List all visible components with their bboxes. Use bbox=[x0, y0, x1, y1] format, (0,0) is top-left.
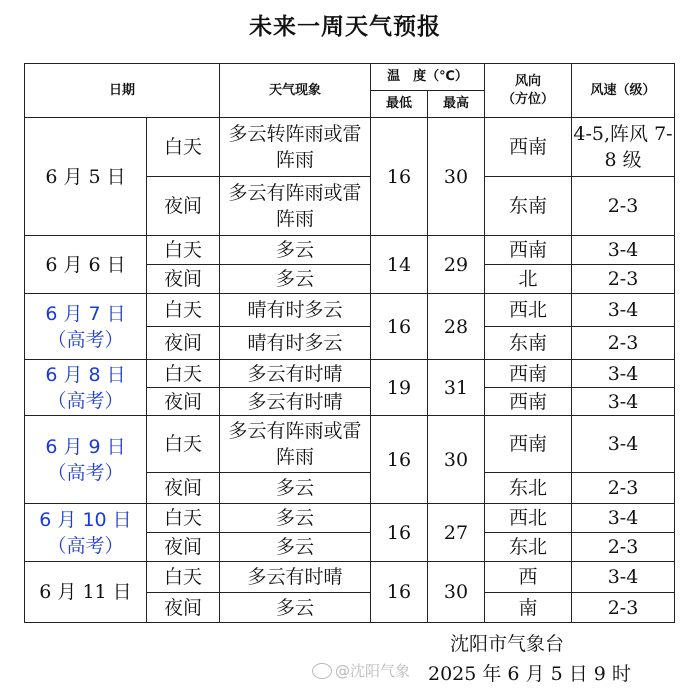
wind-speed-cell: 2-3 bbox=[572, 327, 675, 360]
period-label: 白天 bbox=[147, 294, 220, 327]
header-wind-direction-line2: （方位） bbox=[502, 91, 555, 107]
high-temp-cell: 30 bbox=[428, 118, 485, 236]
exam-note: （高考） bbox=[47, 328, 124, 351]
table-row bbox=[25, 416, 675, 473]
period-label: 夜间 bbox=[147, 327, 220, 360]
period-label: 夜间 bbox=[147, 593, 220, 623]
weibo-logo-icon bbox=[312, 663, 332, 679]
table-row bbox=[25, 118, 675, 177]
high-temp-cell: 30 bbox=[428, 562, 485, 623]
wind-speed-cell: 4-5,阵风 7-8 级 bbox=[572, 118, 675, 177]
period-label: 夜间 bbox=[147, 388, 220, 416]
weather-cell: 多云 bbox=[220, 593, 371, 623]
date-cell bbox=[25, 504, 147, 562]
low-temp-cell: 16 bbox=[371, 118, 428, 236]
table-row bbox=[25, 294, 675, 327]
date-label: 6 月 7 日 bbox=[45, 302, 126, 325]
period-label: 白天 bbox=[147, 236, 220, 265]
wind-direction-cell: 西南 bbox=[485, 416, 572, 473]
wind-speed-cell: 3-4 bbox=[572, 236, 675, 265]
date-cell bbox=[25, 294, 147, 360]
period-label: 夜间 bbox=[147, 533, 220, 562]
issued-time: 2025 年 6 月 5 日 9 时 bbox=[428, 663, 631, 685]
weather-cell: 晴有时多云 bbox=[220, 294, 371, 327]
wind-direction-cell: 西北 bbox=[485, 504, 572, 533]
date-label: 6 月 5 日 bbox=[45, 165, 126, 188]
wind-direction-cell: 西南 bbox=[485, 388, 572, 416]
header-low: 最低 bbox=[371, 91, 428, 118]
weather-cell: 多云 bbox=[220, 533, 371, 562]
high-temp-cell: 27 bbox=[428, 504, 485, 562]
header-temperature: 温 度（℃） bbox=[371, 64, 485, 91]
high-temp-cell: 28 bbox=[428, 294, 485, 360]
period-label: 白天 bbox=[147, 118, 220, 177]
weather-cell: 多云有时晴 bbox=[220, 360, 371, 388]
date-cell bbox=[25, 416, 147, 504]
weather-cell: 多云有时晴 bbox=[220, 562, 371, 593]
table-row bbox=[25, 504, 675, 533]
forecast-body bbox=[25, 118, 675, 623]
high-temp-cell: 29 bbox=[428, 236, 485, 294]
header-wind-direction bbox=[485, 64, 572, 118]
date-label: 6 月 11 日 bbox=[39, 581, 132, 603]
period-label: 白天 bbox=[147, 562, 220, 593]
period-label: 白天 bbox=[147, 504, 220, 533]
low-temp-cell: 16 bbox=[371, 562, 428, 623]
low-temp-cell: 14 bbox=[371, 236, 428, 294]
low-temp-cell: 19 bbox=[371, 360, 428, 416]
low-temp-cell: 16 bbox=[371, 294, 428, 360]
wind-direction-cell: 南 bbox=[485, 593, 572, 623]
watermark bbox=[312, 660, 410, 681]
weather-cell: 多云 bbox=[220, 473, 371, 504]
wind-direction-cell: 东南 bbox=[485, 177, 572, 236]
date-cell bbox=[25, 562, 147, 623]
date-label: 6 月 10 日 bbox=[39, 508, 132, 531]
wind-direction-cell: 西 bbox=[485, 562, 572, 593]
wind-speed-cell: 3-4 bbox=[572, 360, 675, 388]
date-cell bbox=[25, 236, 147, 294]
period-label: 白天 bbox=[147, 360, 220, 388]
period-label: 夜间 bbox=[147, 265, 220, 294]
header-high: 最高 bbox=[428, 91, 485, 118]
wind-speed-cell: 3-4 bbox=[572, 504, 675, 533]
date-label: 6 月 9 日 bbox=[45, 435, 126, 458]
wind-direction-cell: 东北 bbox=[485, 533, 572, 562]
weather-cell: 多云有阵雨或雷阵雨 bbox=[220, 416, 371, 473]
date-label: 6 月 6 日 bbox=[45, 253, 126, 276]
watermark-text: @沈阳气象 bbox=[335, 662, 411, 680]
weather-cell: 多云有时晴 bbox=[220, 388, 371, 416]
high-temp-cell: 31 bbox=[428, 360, 485, 416]
wind-direction-cell: 西南 bbox=[485, 236, 572, 265]
weather-cell: 多云 bbox=[220, 504, 371, 533]
exam-note: （高考） bbox=[47, 461, 124, 484]
wind-speed-cell: 2-3 bbox=[572, 473, 675, 504]
wind-direction-cell: 东南 bbox=[485, 327, 572, 360]
weather-cell: 晴有时多云 bbox=[220, 327, 371, 360]
date-cell bbox=[25, 118, 147, 236]
period-label: 白天 bbox=[147, 416, 220, 473]
header-wind-direction-line1: 风向 bbox=[515, 73, 542, 89]
wind-speed-cell: 2-3 bbox=[572, 177, 675, 236]
period-label: 夜间 bbox=[147, 473, 220, 504]
wind-direction-cell: 西北 bbox=[485, 294, 572, 327]
wind-speed-cell: 3-4 bbox=[572, 416, 675, 473]
weather-cell: 多云 bbox=[220, 265, 371, 294]
forecast-table bbox=[24, 63, 675, 623]
table-row bbox=[25, 562, 675, 593]
low-temp-cell: 16 bbox=[371, 416, 428, 504]
wind-speed-cell: 2-3 bbox=[572, 265, 675, 294]
wind-direction-cell: 西南 bbox=[485, 118, 572, 177]
issuer: 沈阳市气象台 bbox=[450, 633, 565, 655]
header-weather: 天气现象 bbox=[220, 64, 371, 118]
wind-speed-cell: 3-4 bbox=[572, 294, 675, 327]
header-wind-speed: 风速（级） bbox=[572, 64, 675, 118]
page-title: 未来一周天气预报 bbox=[249, 14, 441, 40]
header-date: 日期 bbox=[25, 64, 220, 118]
wind-direction-cell: 西南 bbox=[485, 360, 572, 388]
wind-direction-cell: 东北 bbox=[485, 473, 572, 504]
weather-cell: 多云转阵雨或雷阵雨 bbox=[220, 118, 371, 177]
table-row bbox=[25, 360, 675, 388]
date-cell bbox=[25, 360, 147, 416]
low-temp-cell: 16 bbox=[371, 504, 428, 562]
wind-speed-cell: 3-4 bbox=[572, 388, 675, 416]
weather-cell: 多云有阵雨或雷阵雨 bbox=[220, 177, 371, 236]
exam-note: （高考） bbox=[47, 389, 124, 412]
wind-speed-cell: 2-3 bbox=[572, 593, 675, 623]
wind-speed-cell: 3-4 bbox=[572, 562, 675, 593]
wind-direction-cell: 北 bbox=[485, 265, 572, 294]
high-temp-cell: 30 bbox=[428, 416, 485, 504]
wind-speed-cell: 2-3 bbox=[572, 533, 675, 562]
exam-note: （高考） bbox=[47, 534, 124, 557]
period-label: 夜间 bbox=[147, 177, 220, 236]
table-row bbox=[25, 236, 675, 265]
weather-cell: 多云 bbox=[220, 236, 371, 265]
date-label: 6 月 8 日 bbox=[45, 363, 126, 386]
